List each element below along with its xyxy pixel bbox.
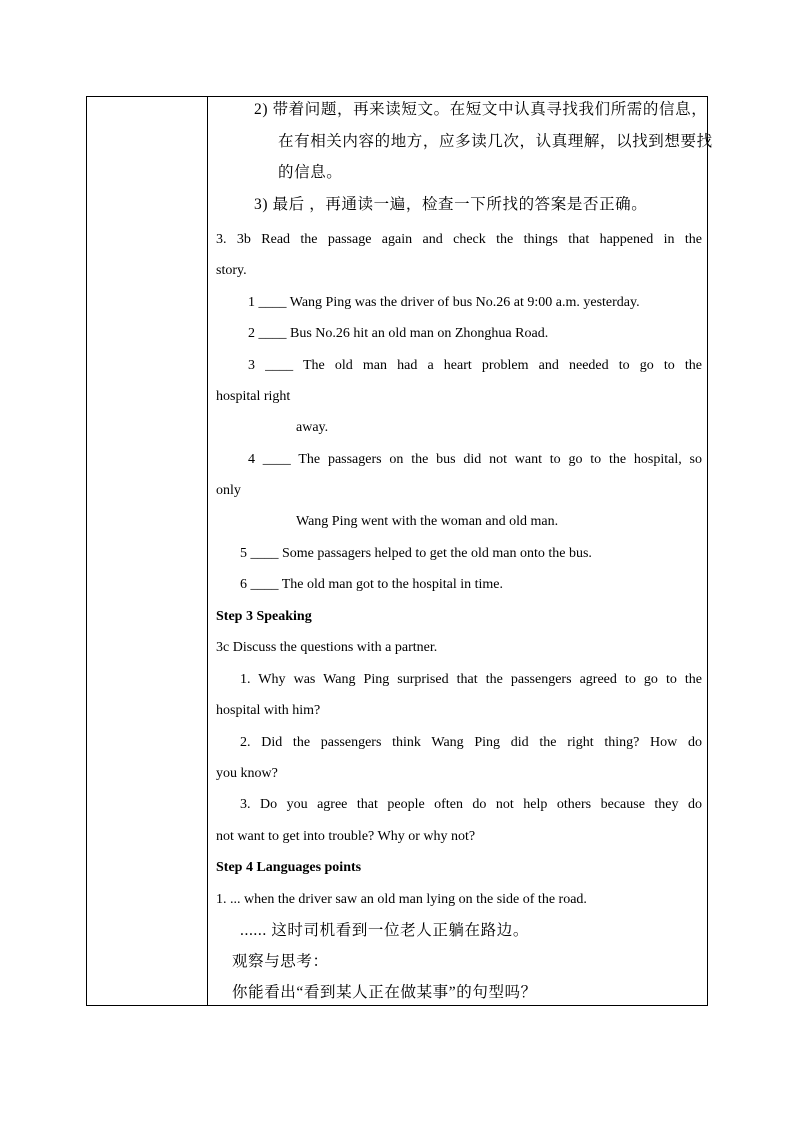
question-item: 1. Why was Wang Ping surprised that the passengers agreed to go to the: [240, 672, 702, 687]
exercise-item: 3 ____ The old man had a heart problem and needed to go to the: [248, 358, 702, 373]
exercise-item: 5 ____ Some passagers helped to get the old man onto the bus.: [240, 546, 592, 561]
text-line: hospital right: [216, 389, 291, 404]
text-line: 的信息。: [278, 164, 343, 181]
text-line: Wang Ping went with the woman and old man.: [296, 514, 559, 529]
text-line: 1. ... when the driver saw an old man lying on the side of the road.: [216, 892, 587, 907]
text-line: 3) 最后 ，再通读一遍，检查一下所找的答案是否正确。: [254, 196, 648, 213]
text-line: story.: [216, 263, 247, 278]
section-heading: Step 4 Languages points: [216, 860, 362, 875]
text-line: 观察与思考：: [232, 953, 329, 970]
exercise-item: 4 ____ The passagers on the bus did not want to go to the hospital, so: [248, 452, 702, 467]
text-line: 你能看出“看到某人正在做某事”的句型吗？: [232, 984, 537, 1001]
text-line: 3. 3b Read the passage again and check the things that happened in the: [216, 232, 702, 247]
text-line: 3c Discuss the questions with a partner.: [216, 640, 438, 655]
text-line: 2) 带着问题，再来读短文。在短文中认真寻找我们所需的信息，: [254, 101, 708, 118]
text-line: not want to get into trouble? Why or why not?: [216, 829, 476, 844]
text-line: away.: [296, 420, 329, 435]
exercise-item: 6 ____ The old man got to the hospital in time.: [240, 577, 503, 592]
text-line: 在有相关内容的地方，应多读几次，认真理解，以找到想要找: [278, 133, 713, 150]
text-line: ...... 这时司机看到一位老人正躺在路边。: [240, 922, 529, 939]
column-divider: [207, 97, 208, 1005]
page-table: [86, 96, 713, 1006]
section-heading: Step 3 Speaking: [216, 609, 312, 624]
text-line: hospital with him?: [216, 703, 321, 718]
text-line: only: [216, 483, 241, 498]
question-item: 2. Did the passengers think Wang Ping did the right thing? How do: [240, 735, 702, 750]
exercise-item: 1 ____ Wang Ping was the driver of bus No.26 at 9:00 a.m. yesterday.: [248, 295, 640, 310]
question-item: 3. Do you agree that people often do not help others because they do: [240, 797, 702, 812]
text-line: you know?: [216, 766, 278, 781]
exercise-item: 2 ____ Bus No.26 hit an old man on Zhonghua Road.: [248, 326, 549, 341]
